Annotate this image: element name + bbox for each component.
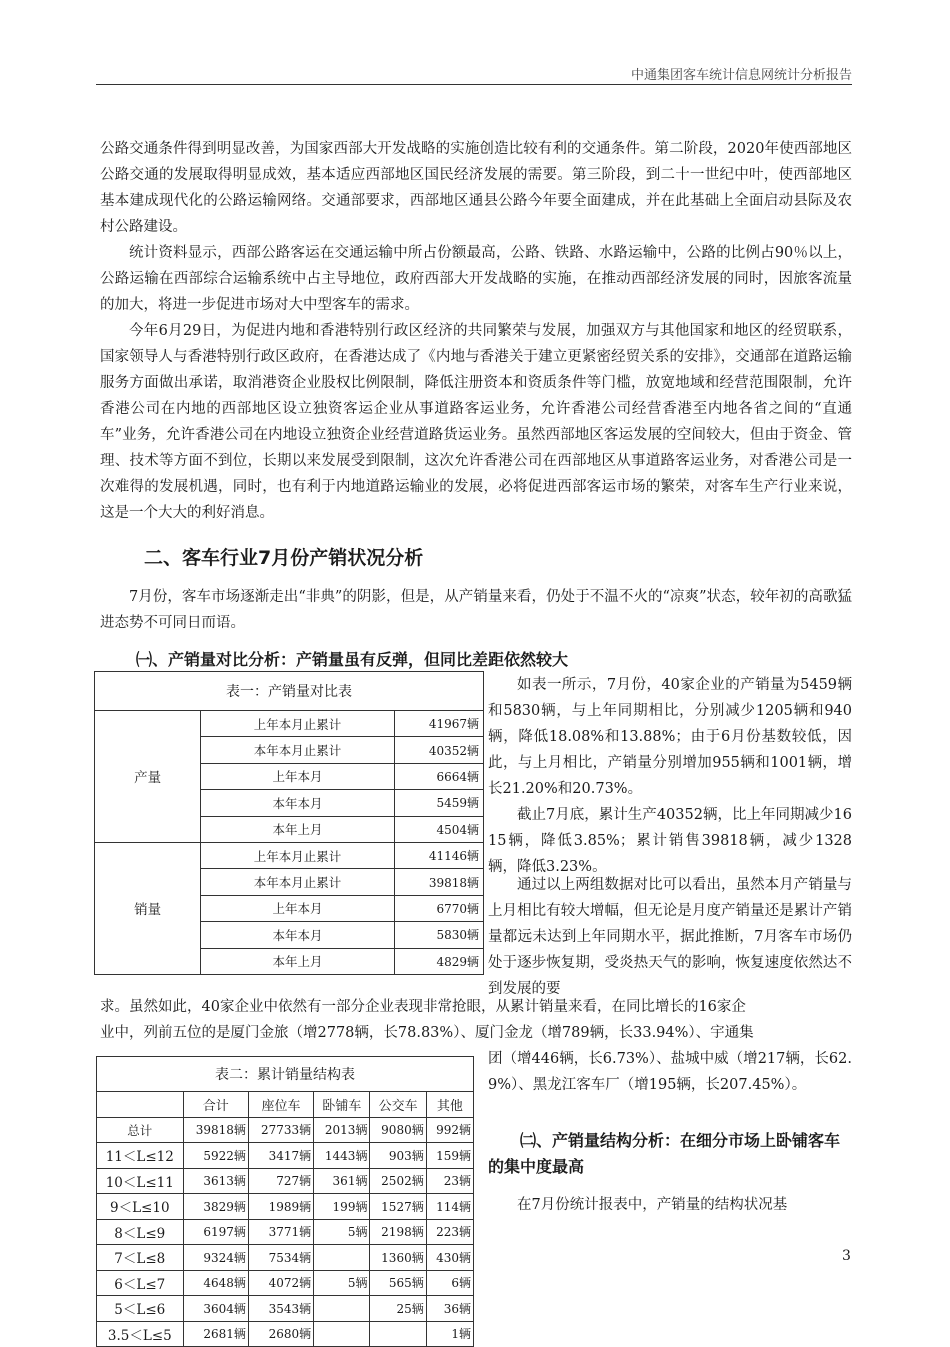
table-2-header: 合计 <box>183 1092 248 1118</box>
table-1-row-value: 6770辆 <box>394 895 483 921</box>
right-paragraph-5: 在7月份统计报表中，产销量的结构状况基 <box>517 1197 788 1213</box>
table-2-row-label: 8＜L≤9 <box>97 1219 184 1245</box>
table-2-cell: 7534辆 <box>248 1245 313 1271</box>
table-row <box>97 1143 474 1169</box>
table-2-cell: 5辆 <box>314 1270 370 1296</box>
table-1 <box>94 671 484 975</box>
table-1-row-label: 上年本月 <box>201 895 394 921</box>
table-2-cell: 565辆 <box>370 1270 426 1296</box>
table-2-cell <box>370 1321 426 1347</box>
table-2-header: 其他 <box>426 1092 473 1118</box>
right-paragraph-2: 截止7月底，累计生产40352辆，比上年同期减少1615辆，降低3.85%；累计销售39818辆，减少1328辆，降低3.23%。 <box>488 807 852 875</box>
right-paragraph-4: 团（增446辆，长6.73%）、盐城中威（增217辆，长62.9%）、黑龙江客车厂（增195辆，长207.45%）。 <box>488 1051 852 1093</box>
table-2-cell: 3829辆 <box>183 1194 248 1220</box>
table-2-cell: 5922辆 <box>183 1143 248 1169</box>
table-2-cell: 114辆 <box>426 1194 473 1220</box>
right-paragraph-3: 通过以上两组数据对比可以看出，虽然本月产销量与上月相比有较大增幅，但无论是月度产销量还是累计产销量都远未达到上年同期水平，据此推断，7月客车市场仍处于逐步恢复期，受炎热天气的影响，恢复速度依然达不到发展的要 <box>488 877 852 997</box>
table-2-cell <box>314 1321 370 1347</box>
table-2-cell: 9324辆 <box>183 1245 248 1271</box>
table-2-cell: 199辆 <box>314 1194 370 1220</box>
subsection-1-title: ㈠、产销量对比分析：产销量虽有反弹，但同比差距依然较大 <box>136 650 569 669</box>
table-1-group-label: 销量 <box>95 842 201 974</box>
table-2-row-label: 9＜L≤10 <box>97 1194 184 1220</box>
table-1-row-label: 本年本月 <box>201 790 394 816</box>
table-2-cell: 2502辆 <box>370 1168 426 1194</box>
table-1-row-label: 上年本月止累计 <box>201 711 394 737</box>
table-2-cell: 2680辆 <box>248 1321 313 1347</box>
table-2-cell: 1527辆 <box>370 1194 426 1220</box>
table-2-cell <box>314 1245 370 1271</box>
full-line-2: 业中，列前五位的是厦门金旅（增2778辆，长78.83%）、厦门金龙（增789辆，长33.94%）、宇通集 <box>100 1025 754 1041</box>
table-1-row-value: 5459辆 <box>394 790 483 816</box>
table-row <box>97 1194 474 1220</box>
table-row <box>97 1219 474 1245</box>
table-1-row-value: 41967辆 <box>394 711 483 737</box>
table-1-row-value: 4829辆 <box>394 948 483 974</box>
table-1-row-value: 4504辆 <box>394 816 483 842</box>
table-2-cell: 992辆 <box>426 1117 473 1143</box>
table-row <box>97 1321 474 1347</box>
table-2-cell: 27733辆 <box>248 1117 313 1143</box>
right-paragraph-1: 如表一所示，7月份，40家企业的产销量为5459辆和5830辆，与上年同期相比，分别减少1205辆和940辆，降低18.08%和13.88%；由于6月份基数较低，因此，与上月相比，产销量分别增加955辆和1001辆，增长21.20%和20.73%。 <box>488 677 852 797</box>
table-2-cell: 2198辆 <box>370 1219 426 1245</box>
table-2-cell: 159辆 <box>426 1143 473 1169</box>
table-2-cell: 223辆 <box>426 1219 473 1245</box>
section-2-title: 二、客车行业7月份产销状况分析 <box>144 547 424 569</box>
table-2-row-label: 总计 <box>97 1117 184 1143</box>
table-1-row-value: 40352辆 <box>394 737 483 763</box>
table-2-row-label: 11＜L≤12 <box>97 1143 184 1169</box>
table-2-cell: 2013辆 <box>314 1117 370 1143</box>
table-2-cell: 3543辆 <box>248 1296 313 1322</box>
table-1-row-label: 本年本月止累计 <box>201 869 394 895</box>
table-2-row-label: 10＜L≤11 <box>97 1168 184 1194</box>
table-1-row-label: 本年本月止累计 <box>201 737 394 763</box>
table-2-caption: 表二：累计销量结构表 <box>97 1057 474 1092</box>
table-2-header: 座位车 <box>248 1092 313 1118</box>
table-2 <box>96 1056 474 1347</box>
table-1-row-value: 5830辆 <box>394 922 483 948</box>
table-2-cell: 4072辆 <box>248 1270 313 1296</box>
table-2-cell: 9080辆 <box>370 1117 426 1143</box>
page-header <box>96 64 852 85</box>
table-2-corner <box>97 1092 184 1118</box>
table-2-header: 公交车 <box>370 1092 426 1118</box>
table-2-cell: 3604辆 <box>183 1296 248 1322</box>
table-2-cell: 6辆 <box>426 1270 473 1296</box>
table-2-cell: 430辆 <box>426 1245 473 1271</box>
table-1-row-label: 本年上月 <box>201 948 394 974</box>
table-1-row-value: 39818辆 <box>394 869 483 895</box>
table-1-row-label: 上年本月止累计 <box>201 842 394 868</box>
table-2-cell: 3771辆 <box>248 1219 313 1245</box>
subsection-2-title: ㈡、产销量结构分析：在细分市场上卧铺客车的集中度最高 <box>488 1131 841 1176</box>
table-row <box>97 1270 474 1296</box>
table-2-cell: 23辆 <box>426 1168 473 1194</box>
table-1-row-label: 本年本月 <box>201 922 394 948</box>
table-1-row-value: 41146辆 <box>394 842 483 868</box>
table-2-cell <box>314 1296 370 1322</box>
table-1-row-label: 上年本月 <box>201 763 394 789</box>
table-1-group-label: 产量 <box>95 711 201 843</box>
table-1-row-label: 本年上月 <box>201 816 394 842</box>
table-2-cell: 36辆 <box>426 1296 473 1322</box>
table-2-cell: 1360辆 <box>370 1245 426 1271</box>
table-2-cell: 6197辆 <box>183 1219 248 1245</box>
table-2-row-label: 6＜L≤7 <box>97 1270 184 1296</box>
table-2-cell: 3613辆 <box>183 1168 248 1194</box>
paragraph-2: 统计资料显示，西部公路客运在交通运输中所占份额最高，公路、铁路、水路运输中，公路的比例占90％以上，公路运输在西部综合运输系统中占主导地位，政府西部大开发战略的实施，在推动西部经济发展的同时，因旅客流量的加大，将进一步促进市场对大中型客车的需求。 <box>100 245 852 313</box>
table-1-row-value: 6664辆 <box>394 763 483 789</box>
table-2-cell: 1辆 <box>426 1321 473 1347</box>
table-2-cell: 2681辆 <box>183 1321 248 1347</box>
table-1-caption: 表一：产销量对比表 <box>95 672 484 711</box>
table-2-cell: 1443辆 <box>314 1143 370 1169</box>
table-2-row-label: 3.5＜L≤5 <box>97 1321 184 1347</box>
table-2-cell: 39818辆 <box>183 1117 248 1143</box>
table-2-row-label: 7＜L≤8 <box>97 1245 184 1271</box>
table-2-cell: 4648辆 <box>183 1270 248 1296</box>
table-2-cell: 25辆 <box>370 1296 426 1322</box>
table-2-cell: 361辆 <box>314 1168 370 1194</box>
paragraph-1: 公路交通条件得到明显改善，为国家西部大开发战略的实施创造比较有利的交通条件。第二阶段，2020年使西部地区公路交通的发展取得明显成效，基本适应西部地区国民经济发展的需要。第三阶段，到二十一世纪中叶，使西部地区基本建成现代化的公路运输网络。交通部要求，西部地区通县公路今年要全面建成，并在此基础上全面启动县际及农村公路建设。 <box>100 141 852 235</box>
table-row <box>97 1117 474 1143</box>
paragraph-3: 今年6月29日，为促进内地和香港特别行政区经济的共同繁荣与发展，加强双方与其他国家和地区的经贸联系，国家领导人与香港特别行政区政府，在香港达成了《内地与香港关于建立更紧密经贸关系的安排》，交通部在道路运输服务方面做出承诺，取消港资企业股权比例限制，降低注册资本和资质条件等门槛，放宽地域和经营范围限制，允许香港公司在内地的西部地区设立独资客运企业从事道路客运业务，允许香港公司经营香港至内地各省之间的“直通车”业务，允许香港公司在内地设立独资企业经营道路货运业务。虽然西部地区客运发展的空间较大，但由于资金、管理、技术等方面不到位，长期以来发展受到限制，这次允许香港公司在西部地区从事道路客运业务，对香港公司是一次难得的发展机遇，同时，也有利于内地道路运输业的发展，必将促进西部客运市场的繁荣，对客车生产行业来说，这是一个大大的利好消息。 <box>100 323 852 521</box>
table-2-cell: 727辆 <box>248 1168 313 1194</box>
full-line-1: 求。虽然如此，40家企业中依然有一部分企业表现非常抢眼，从累计销量来看，在同比增长的16家企 <box>100 999 746 1015</box>
header-title: 中通集团客车统计信息网统计分析报告 <box>630 68 852 83</box>
table-2-cell: 3417辆 <box>248 1143 313 1169</box>
paragraph-4: 7月份，客车市场逐渐走出“非典”的阴影，但是，从产销量来看，仍处于不温不火的“凉爽”状态，较年初的高歌猛进态势不可同日而语。 <box>100 589 852 631</box>
table-2-header: 卧铺车 <box>314 1092 370 1118</box>
table-2-cell: 903辆 <box>370 1143 426 1169</box>
table-2-cell: 1989辆 <box>248 1194 313 1220</box>
table-row <box>97 1296 474 1322</box>
table-row <box>97 1245 474 1271</box>
table-row <box>97 1168 474 1194</box>
table-2-row-label: 5＜L≤6 <box>97 1296 184 1322</box>
table-2-cell: 5辆 <box>314 1219 370 1245</box>
page-number: 3 <box>842 1248 851 1264</box>
